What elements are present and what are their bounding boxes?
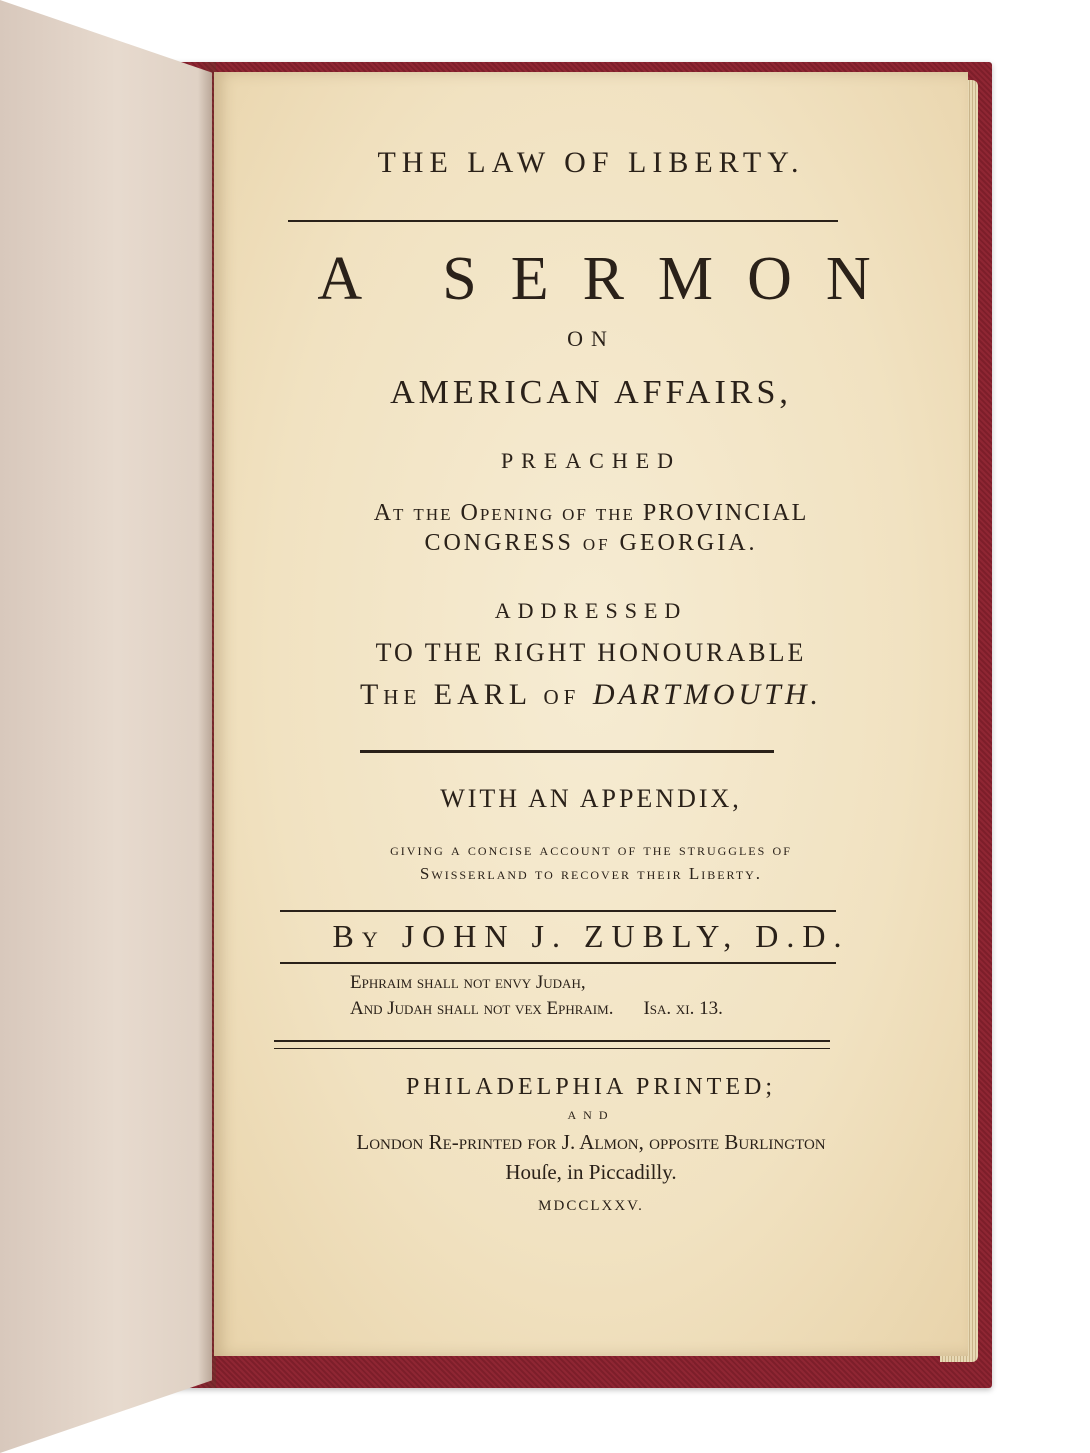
rule-divider: [274, 1040, 830, 1042]
subject-text: AMERICAN AFFAIRS,: [390, 374, 792, 411]
on-text: ON: [567, 326, 615, 351]
appendix-desc-1: giving a concise account of the struggles of: [390, 840, 792, 859]
rule-divider: [280, 910, 836, 912]
left-endpaper: [0, 0, 212, 1453]
header-title: THE LAW OF LIBERTY.: [377, 146, 805, 179]
occasion-line-2: CONGRESS of GEORGIA.: [424, 530, 758, 556]
imprint-line-2: London Re-printed for J. Almon, oppoſite Burlington: [356, 1130, 826, 1154]
rule-divider: [280, 962, 836, 964]
addressee-prefix: The EARL of: [359, 678, 581, 711]
preached-text: PREACHED: [500, 448, 682, 473]
imprint-and: AND: [567, 1108, 615, 1122]
title-page: [214, 72, 968, 1356]
author-line: By JOHN J. ZUBLY, D.D.: [332, 918, 850, 954]
appendix-desc-2: Swisserland to recover their Liberty.: [419, 864, 763, 883]
addressee-name: DARTMOUTH.: [592, 678, 823, 711]
imprint-line-1: PHILADELPHIA PRINTED;: [406, 1074, 776, 1100]
rule-divider: [274, 1048, 830, 1049]
addressee-line-2: [214, 678, 968, 712]
motto-line-1: Ephraim ſhall not envy Judah,: [350, 972, 586, 993]
occasion-line-1: At the Opening of the PROVINCIAL: [373, 500, 809, 526]
rule-divider: [288, 220, 838, 222]
appendix-heading: WITH AN APPENDIX,: [440, 784, 742, 813]
addressed-text: ADDRESSED: [494, 598, 688, 623]
addressee-line-1: TO THE RIGHT HONOURABLE: [375, 638, 807, 667]
motto-reference: Isa. xi. 13.: [643, 998, 723, 1019]
imprint-date: MDCCLXXV.: [538, 1198, 644, 1214]
rule-divider: [360, 750, 774, 753]
motto-line-2-text: And Judah ſhall not vex Ephraim.: [350, 998, 614, 1019]
main-title: A SERMON: [317, 245, 905, 313]
imprint-line-3: Houſe, in Piccadilly.: [505, 1160, 677, 1184]
motto-line-2: [350, 998, 723, 1020]
